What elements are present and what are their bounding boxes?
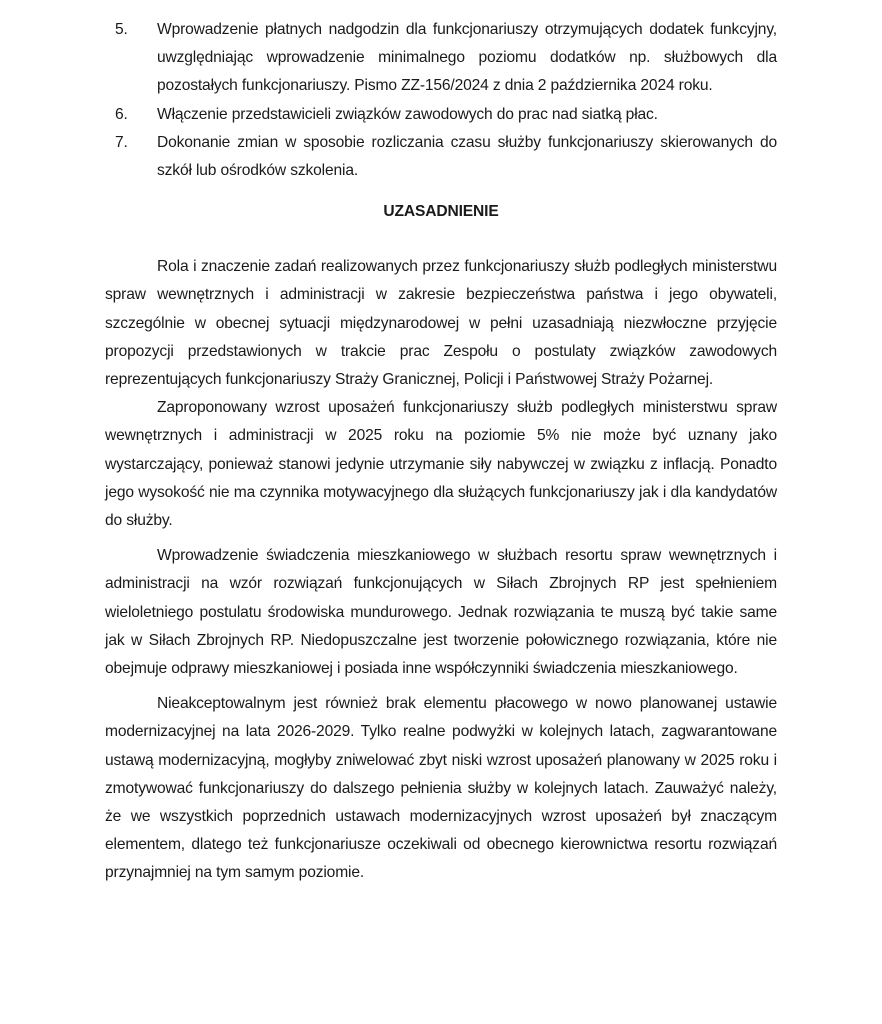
justification-paragraph: Wprowadzenie świadczenia mieszkaniowego w służbach resortu spraw wewnętrznych i administracji na wzór rozwiązań funkcjonujących w Siłach Zbrojnych RP jest spełnieniem wieloletniego postulatu środowiska mundurowego. Jednak rozwiązania te muszą być takie same jak w Siłach Zbrojnych RP. Niedopuszczalne jest tworzenie połowicznego rozwiązania, które nie obejmuje odprawy mieszkaniowej i posiada inne współczynniki świadczenia mieszkaniowego. (105, 547, 777, 678)
list-item (105, 16, 777, 101)
list-item-text: Dokonanie zmian w sposobie rozliczania czasu służby funkcjonariuszy skierowanych do szkół lub ośrodków szkolenia. (157, 133, 777, 180)
demands-list (105, 16, 777, 185)
document-page (105, 16, 777, 888)
list-item (105, 129, 777, 185)
justification-paragraph: Zaproponowany wzrost uposażeń funkcjonariuszy służb podległych ministerstwu spraw wewnętrznych i administracji w 2025 roku na poziomie 5% nie może być uznany jako wystarczający, ponieważ stanowi jedynie utrzymanie siły nabywczej w związku z inflacją. Ponadto jego wysokość nie ma czynnika motywacyjnego dla służących funkcjonariuszy jak i dla kandydatów do służby. (105, 399, 777, 530)
list-item-number: 5. (115, 21, 128, 38)
justification-paragraph: Nieakceptowalnym jest również brak elementu płacowego w nowo planowanej ustawie modernizacyjnej na lata 2026-2029. Tylko realne podwyżki w kolejnych latach, zagwarantowane ustawą modernizacyjną, mogłyby zniwelować zbyt niski wzrost uposażeń planowany w 2025 roku i zmotywować funkcjonariuszy do dalszego pełnienia służby w kolejnych latach. Zauważyć należy, że we wszystkich poprzednich ustawach modernizacyjnych wzrost uposażeń był znaczącym elementem, dlatego też funkcjonariusze oczekiwali od obecnego kierownictwa resortu rozwiązań przynajmniej na tym samym poziomie. (105, 695, 777, 882)
list-item-number: 7. (115, 133, 128, 151)
list-item-number: 6. (115, 105, 128, 123)
justification-paragraph: Rola i znaczenie zadań realizowanych przez funkcjonariuszy służb podległych ministerstwu spraw wewnętrznych i administracji w zakresie bezpieczeństwa państwa i jego obywateli, szczególnie w obecnej sytuacji międzynarodowej w pełni uzasadniają niezwłoczne przyjęcie propozycji przedstawionych w trakcie prac Zespołu o postulaty związków zawodowych reprezentujących funkcjonariuszy Straży Granicznej, Policji i Państwowej Straży Pożarnej. (105, 258, 777, 389)
list-item-text: Włączenie przedstawicieli związków zawodowych do prac nad siatką płac. (157, 105, 658, 123)
section-heading: UZASADNIENIE (383, 203, 499, 221)
list-item (105, 101, 777, 129)
list-item-text: Wprowadzenie płatnych nadgodzin dla funkcjonariuszy otrzymujących dodatek funkcyjny, uwzględniając wprowadzenie minimalnego poziomu dodatków np. służbowych dla pozostałych funkcjonariuszy. Pismo ZZ-156/2024 z dnia 2 października 2024 roku. (157, 21, 777, 95)
